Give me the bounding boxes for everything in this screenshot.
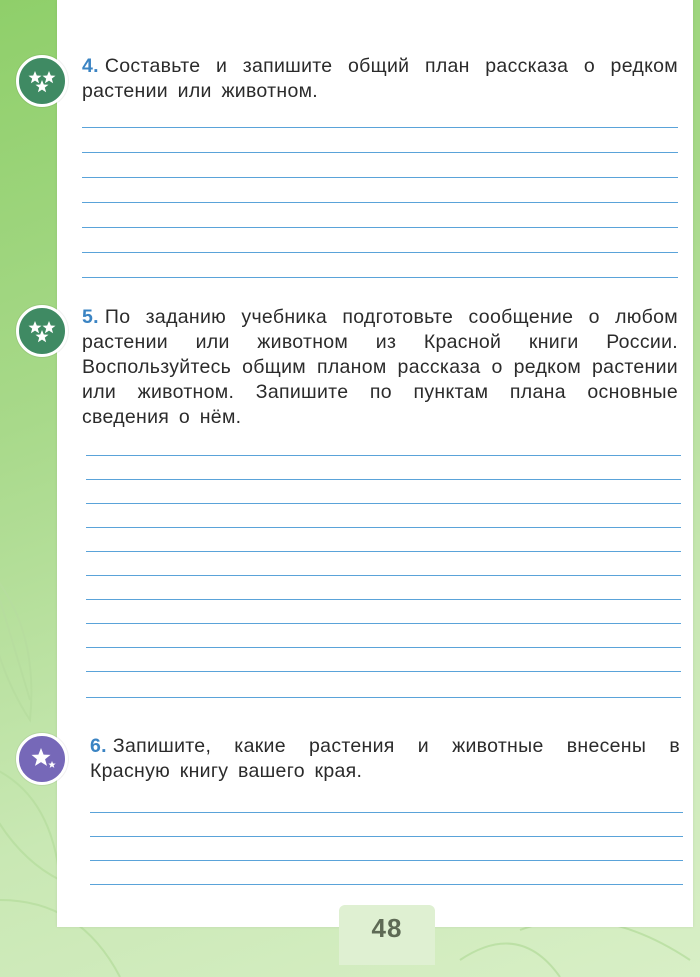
task-4 (82, 54, 678, 104)
answer-line[interactable] (90, 836, 683, 837)
answer-line[interactable] (86, 647, 681, 648)
three-stars-icon (16, 55, 68, 107)
answer-line[interactable] (82, 277, 678, 278)
one-star-icon (16, 733, 68, 785)
task-6-text: Запишите, какие растения и животные внесены в Красную книгу вашего края. (90, 735, 680, 782)
three-stars-glyph (24, 63, 60, 99)
answer-line[interactable] (90, 860, 683, 861)
task-6 (90, 734, 680, 784)
answer-line[interactable] (82, 252, 678, 253)
answer-line[interactable] (86, 479, 681, 480)
answer-line[interactable] (86, 503, 681, 504)
answer-line[interactable] (90, 812, 683, 813)
task-4-number: 4. (82, 55, 99, 77)
one-star-glyph (24, 741, 60, 777)
answer-line[interactable] (90, 884, 683, 885)
three-stars-icon (16, 305, 68, 357)
task-5-number: 5. (82, 306, 99, 328)
answer-line[interactable] (82, 177, 678, 178)
three-stars-glyph (24, 313, 60, 349)
answer-line[interactable] (86, 697, 681, 698)
answer-line[interactable] (82, 227, 678, 228)
page-number: 48 (371, 913, 403, 943)
answer-line[interactable] (86, 575, 681, 576)
task-5-text: По заданию учебника подготовьте сообщение о любом растении или животном из Красной книги России. Воспользуйтесь общим планом рассказа о редком растении или животном. Запишите по пунктам плана основные сведения о нём. (82, 306, 678, 428)
answer-line[interactable] (86, 527, 681, 528)
answer-line[interactable] (86, 671, 681, 672)
answer-line[interactable] (86, 623, 681, 624)
answer-line[interactable] (86, 551, 681, 552)
answer-line[interactable] (82, 127, 678, 128)
answer-line[interactable] (86, 599, 681, 600)
task-6-number: 6. (90, 735, 107, 757)
workbook-page (57, 0, 693, 927)
answer-line[interactable] (82, 202, 678, 203)
answer-line[interactable] (86, 455, 681, 456)
task-5 (82, 305, 678, 430)
task-4-text: Составьте и запишите общий план рассказа о редком растении или животном. (82, 55, 678, 102)
answer-line[interactable] (82, 152, 678, 153)
